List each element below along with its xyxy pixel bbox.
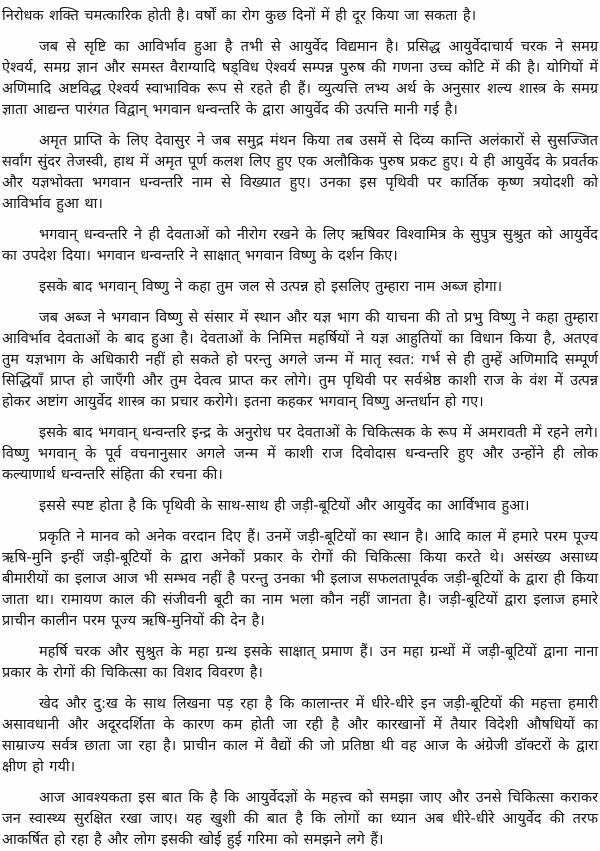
paragraph-4: भगवान् धन्वन्तरि ने ही देवताओं को नीरोग रखने के लिए ऋषिवर विश्वामित्र के सुपुत्र सुश्रुत को आयुर्वेद का उपदेश दिया। भगवान धन्वन्तरि ने साक्षात् भगवान विष्णु के दर्शन किए।	[2, 227, 598, 264]
paragraph-2: जब से सृष्टि का आविर्भाव हुआ है तभी से आयुर्वेद विद्यमान है। प्रसिद्ध आयुर्वेदाचार्य चरक ने समग्र ऐश्वर्य, समग्र ज्ञान और समस्त वैराग्यादि षड्विध ऐश्वर्य सम्पन्न पुरुष की गणना उच्च कोटि में की है। योगियों में अणिमादि अष्टविद्ध ऐश्वर्य स्वाभाविक रूप से रहते ही हैं। व्युत्यत्ति लभ्य अर्थ के अनुसार शल्य शास्त्र के समग्र ज्ञाता आद्यन्त पारंगत विद्वान् भगवान धन्वन्तरि के द्वारा आयुर्वेद की उत्पत्ति मानी गई है।	[2, 39, 598, 118]
paragraph-9: प्रकृति ने मानव को अनेक वरदान दिए हैं। उनमें जड़ी-बूटियों का स्थान है। आदि काल में हमारे परम पूज्य ऋषि-मुनि इन्हीं जड़ी-बूटियों के द्वारा अनेकों प्रकार के रोगों की चिकित्सा किया करते थे। असंख्य असाध्य बीमारीयों का इलाज आज भी सम्भव नहीं है परन्तु उनका भी इलाज सफलतापूर्वक जड़ी-बूटियों के द्वारा ही किया जाता था। रामायण काल की संजीवनी बूटी का नाम भला कौन नहीं जानता है। जड़ी-बूटियों द्वारा इलाज हमारे प्राचीन कालीन परम पूज्य ऋषि-मुनियों की देन है।	[2, 529, 598, 629]
paragraph-7: इसके बाद भगवान् धन्वन्तरि इन्द्र के अनुरोध पर देवताओं के चिकित्सक के रूप में अमरावती में रहने लगे। विष्णु भगवान् के पूर्व वचनानुसार अगले जन्म में काशी राज दिवोदास धन्वन्तरि हुए और उन्होंने ही लोक कल्याणार्थ धन्वन्तरि संहिता की रचना की।	[2, 425, 598, 483]
paragraph-12: आज आवश्यकता इस बात कि है कि आयुर्वेदज्ञों के महत्त्व को समझा जाए और उनसे चिकित्सा कराकर जन स्वास्थ्य सुरक्षित रखा जाए। यह खुशी की बात है कि लोगों का ध्यान अब धीरे-धीरे आयुर्वेद की तरफ आकर्षित हो रहा है और लोग इसकी खोई हुई गरिमा को समझने लगे हैं।	[2, 790, 598, 848]
paragraph-6: जब अब्ज ने भगवान विष्णु से संसार में स्थान और यज्ञ भाग की याचना की तो प्रभु विष्णु ने कहा तुम्हारा आविर्भाव देवताओं के बाद हुआ है। देवताओं के निमित्त महर्षियों ने यज्ञ आहुतियों का विधान किया है, अतएव तुम यज्ञभाग के अधिकारी नहीं हो सकते हो परन्तु अगले जन्म में मातृ स्वत: गर्भ से ही तुम्हें अणिमादि सम्पूर्ण सिद्धियाँ प्राप्त हो जाएँगी और तुम देवत्व प्राप्त कर लोगे। तुम पृथिवी पर सर्वश्रेष्ठ काशी राज के वंश में उत्पन्न होकर अष्टांग आयुर्वेद शास्त्र का प्रचार करोगे। इतना कहकर भगवान् विष्णु अन्तर्धान हो गए।	[2, 310, 598, 410]
paragraph-10: महर्षि चरक और सुश्रुत के महा ग्रन्थ इसके साक्षात् प्रमाण हैं। उन महा ग्रन्थों में जड़ी-बूटियों द्वाना नाना प्रकार के रोगों की चिकित्सा का विशद विवरण है।	[2, 644, 598, 681]
paragraph-5: इसके बाद भगवान् विष्णु ने कहा तुम जल से उत्पन्न हो इसलिए तुम्हारा नाम अब्ज होगा।	[39, 279, 503, 295]
paragraph-1: निरोधक शक्ति चमत्कारिक होती है। वर्षों का रोग कुछ दिनों में ही दूर किया जा सकता है।	[2, 8, 477, 24]
paragraph-8: इससे स्पष्ट होता है कि पृथिवी के साथ-साथ ही जड़ी-बूटियों और आयुर्वेद का आर्विभाव हुआ।	[39, 498, 530, 514]
paragraph-11: खेद और दु:ख के साथ लिखना पड़ रहा है कि कालान्तर में धीरे-धीरे इन जड़ी-बूटियों की महत्ता हमारी असावधानी और अदूरदर्शिता के कारण कम होती जा रही है और कारखानों में तैयार विदेशी औषधियों का साम्राज्य सर्वत्र छाता जा रहा है। प्राचीन काल में वैद्यों की जो प्रतिष्ठा थी वह आज के अंग्रेजी डॉक्टरों के द्वारा क्षीण हो गयी।	[2, 696, 598, 775]
paragraph-3: अमृत प्राप्ति के लिए देवासुर ने जब समुद्र मंथन किया तब उसमें से दिव्य कान्ति अलंकारों से सुसज्जित सर्वांग सुंदर तेजस्वी, हाथ में अमृत पूर्ण कलश लिए हुए एक अलौकिक पुरुष प्रकट हुए। ये ही आयुर्वेद के प्रवर्तक और यज्ञभोक्ता भगवान धन्वन्तरि नाम से विख्यात हुए। उनका इस पृथिवी पर कार्तिक कृष्ण त्रयोदशी को आविर्भाव हुआ था।	[2, 133, 598, 212]
